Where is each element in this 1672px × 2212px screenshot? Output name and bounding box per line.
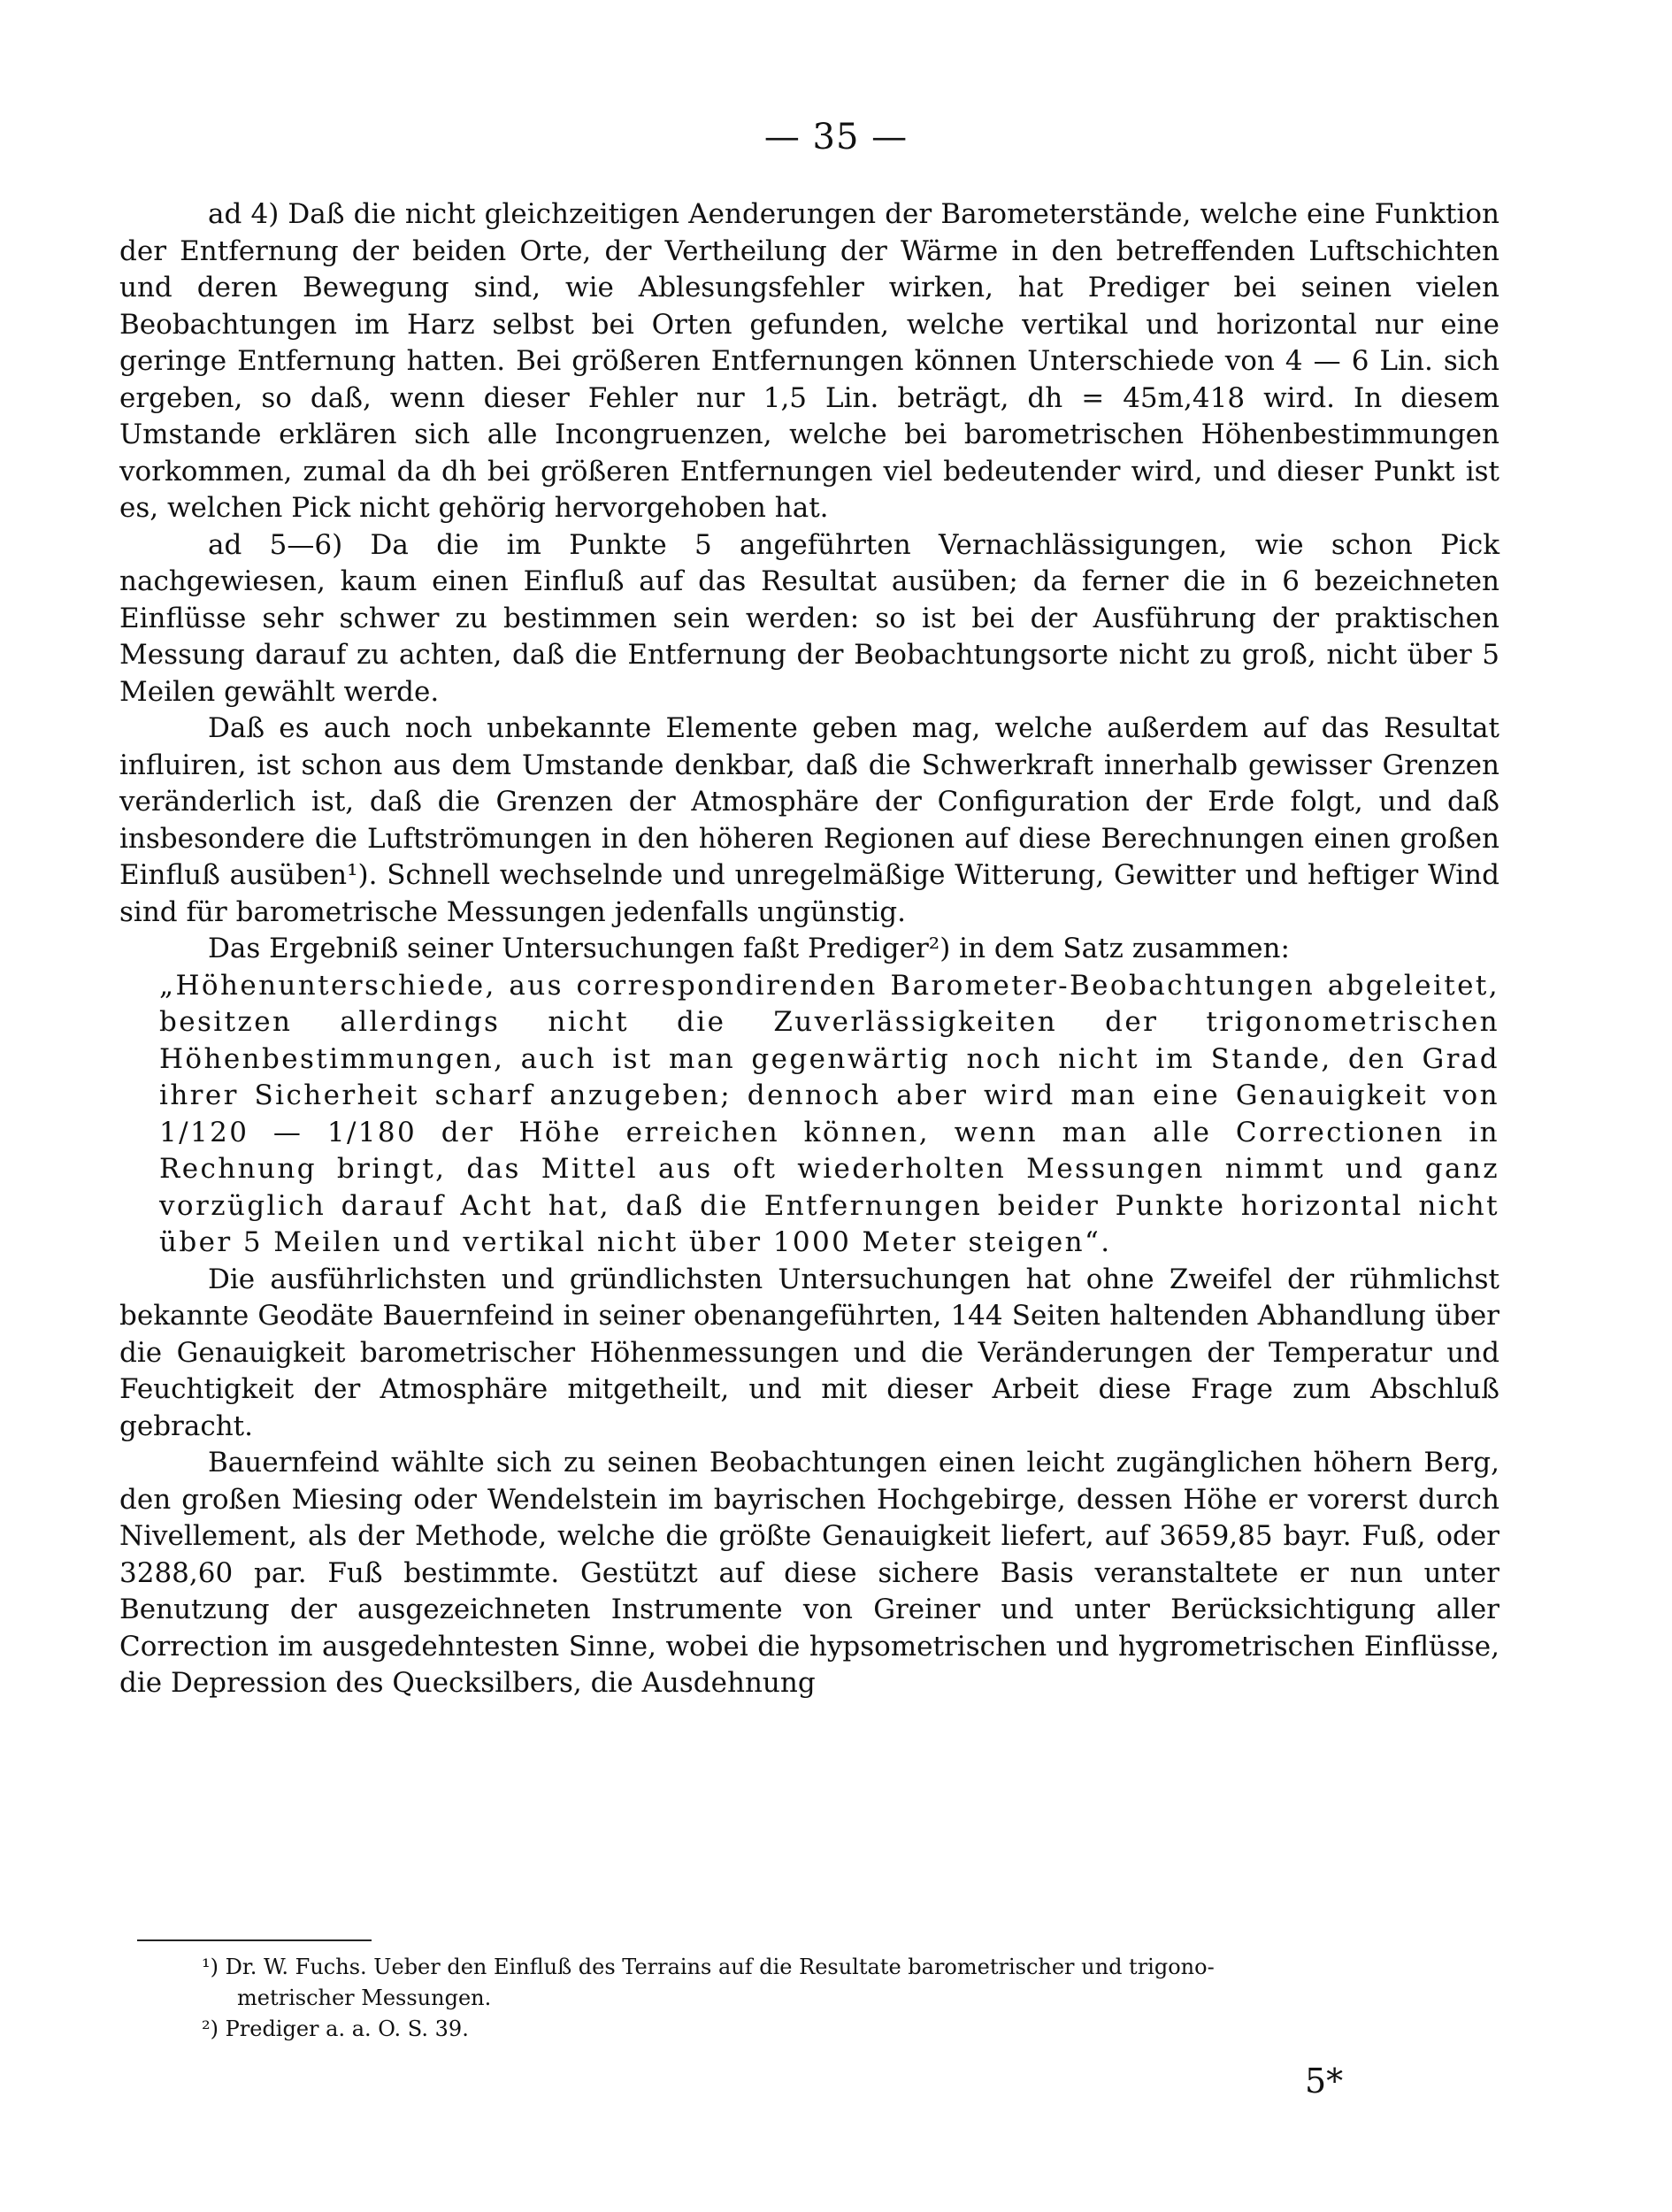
- footnote-2: ²) Prediger a. a. O. S. 39.: [202, 2016, 469, 2041]
- paragraph-ad-5-6: ad 5—6) Da die im Punkte 5 angeführten Vernachlässigungen, wie schon Pick nachgewiesen, kaum einen Einfluß auf das Resultat ausüben; da ferner die in 6 bezeichneten Einflüsse sehr schwer zu bestimmen sein werden: so ist bei der Ausführung der praktischen Messung darauf zu achten, daß die Entfernung der Beobachtungsorte nicht zu groß, nicht über 5 Meilen gewählt werde.: [119, 528, 1499, 708]
- footnotes: [202, 1952, 1493, 2045]
- footnote-1-continued: metrischer Messungen.: [237, 1985, 492, 2010]
- block-quote: „Höhenunterschiede, aus correspondirenden Barometer-Beobachtungen abgeleitet, besitzen allerdings nicht die Zuverlässigkeiten der trigonometrischen Höhenbestimmungen, auch ist man gegenwärtig noch nicht im Stande, den Grad ihrer Sicherheit scharf anzugeben; dennoch aber wird man eine Genauigkeit von 1/120 — 1/180 der Höhe erreichen können, wenn man alle Correctionen in Rechnung bringt, das Mittel aus oft wiederholten Messungen nimmt und ganz vorzüglich darauf Acht hat, daß die Entfernungen beider Punkte horizontal nicht über 5 Meilen und vertikal nicht über 1000 Meter steigen“.: [159, 969, 1499, 1258]
- footnote-divider: [137, 1939, 372, 1941]
- paragraph-prediger-summary: Das Ergebniß seiner Untersuchungen faßt Prediger²) in dem Satz zusammen:: [208, 933, 1290, 964]
- paragraph-ad-4: ad 4) Daß die nicht gleichzeitigen Aenderungen der Barometerstände, welche eine Funktion der Entfernung der beiden Orte, der Vertheilung der Wärme in den betreffenden Luftschichten und deren Bewegung sind, wie Ablesungsfehler wirken, hat Prediger bei seinen vielen Beobachtungen im Harz selbst bei Orten gefunden, welche vertikal und horizontal nur eine geringe Entfernung hatten. Bei größeren Entfernungen können Unterschiede von 4 — 6 Lin. sich ergeben, so daß, wenn dieser Fehler nur 1,5 Lin. beträgt, dh = 45m,418 wird. In diesem Umstande erklären sich alle Incongruenzen, welche bei barometrischen Höhenbestimmungen vorkommen, zumal da dh bei größeren Entfernungen viel bedeutender wird, und dieser Punkt ist es, welchen Pick nicht gehörig hervorgehoben hat.: [119, 198, 1499, 524]
- footnote-1: ¹) Dr. W. Fuchs. Ueber den Einfluß des Terrains auf die Resultate barometrischer und trigono-: [202, 1955, 1215, 1979]
- signature-mark: 5*: [1305, 2062, 1344, 2101]
- paragraph-bauernfeind-study: Die ausführlichsten und gründlichsten Untersuchungen hat ohne Zweifel der rühmlichst bekannte Geodäte Bauernfeind in seiner obenangeführten, 144 Seiten haltenden Abhandlung über die Genauigkeit barometrischer Höhenmessungen und die Veränderungen der Temperatur und Feuchtigkeit der Atmosphäre mitgetheilt, und mit dieser Arbeit diese Frage zum Abschluß gebracht.: [119, 1263, 1499, 1442]
- paragraph-bauernfeind-method: Bauernfeind wählte sich zu seinen Beobachtungen einen leicht zugänglichen höhern Berg, den großen Miesing oder Wendelstein im bayrischen Hochgebirge, dessen Höhe er vorerst durch Nivellement, als der Methode, welche die größte Genauigkeit liefert, auf 3659,85 bayr. Fuß, oder 3288,60 par. Fuß bestimmte. Gestützt auf diese sichere Basis veranstaltete er nun unter Benutzung der ausgezeichneten Instrumente von Greiner und unter Berücksichtigung aller Correction im ausgedehntesten Sinne, wobei die hypsometrischen und hygrometrischen Einflüsse, die Depression des Quecksilbers, die Ausdehnung: [119, 1447, 1499, 1699]
- body-text: [119, 196, 1499, 1702]
- paragraph-unknown-elements: Daß es auch noch unbekannte Elemente geben mag, welche außerdem auf das Resultat influiren, ist schon aus dem Umstande denkbar, daß die Schwerkraft innerhalb gewisser Grenzen veränderlich ist, daß die Grenzen der Atmosphäre der Configuration der Erde folgt, und daß insbesondere die Luftströmungen in den höheren Regionen auf diese Berechnungen einen großen Einfluß ausüben¹). Schnell wechselnde und unregelmäßige Witterung, Gewitter und heftiger Wind sind für barometrische Messungen jedenfalls ungünstig.: [119, 712, 1499, 928]
- page-number: — 35 —: [763, 117, 909, 157]
